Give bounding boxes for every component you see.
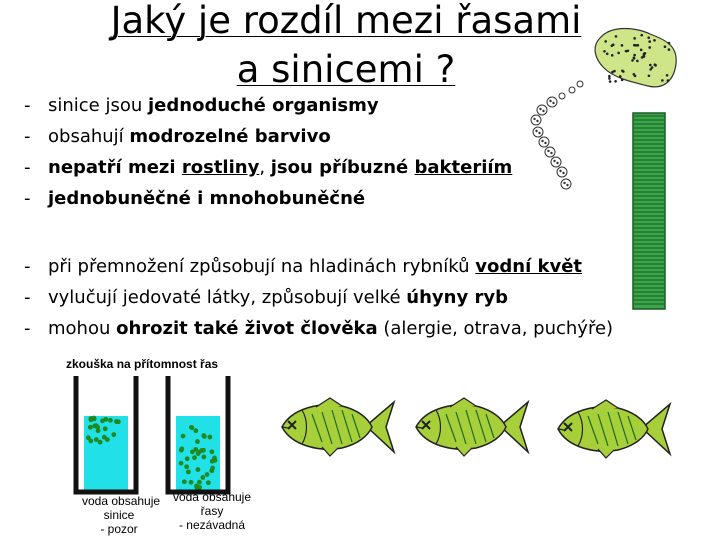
algae-dot	[179, 448, 184, 453]
colony-dot	[664, 45, 667, 48]
list-item: - sinice jsou jednoduché organismy	[24, 95, 379, 116]
algae-dot	[111, 432, 116, 437]
colony-dot	[611, 54, 614, 57]
colony-dot	[621, 79, 624, 82]
colony-dot	[667, 79, 670, 82]
fish-3	[548, 398, 674, 460]
colony-dot	[608, 75, 611, 78]
algae-dot	[108, 418, 113, 423]
colony-dot	[621, 44, 624, 47]
list-item: - obsahují modrozelné barvivo	[24, 126, 331, 147]
algae-dot	[185, 456, 190, 461]
chain-cell	[545, 147, 555, 157]
colony-dot	[666, 74, 669, 77]
colony-blob	[595, 29, 676, 87]
right-tube-caption: voda obsahuje řasy - nezávadná	[172, 490, 252, 532]
chain-cell	[577, 81, 583, 87]
algae-dot	[114, 419, 119, 424]
chain-cell	[559, 93, 565, 99]
algae-dot	[206, 480, 211, 485]
colony-dot	[648, 74, 651, 77]
colony-dot	[661, 79, 664, 82]
algae-dot	[202, 434, 207, 439]
colony-dot	[633, 37, 636, 40]
colony-dot	[603, 50, 606, 53]
colony-dot	[647, 36, 650, 39]
algae-dot	[100, 418, 105, 423]
algae-dot	[92, 424, 97, 429]
algae-dot	[196, 467, 201, 472]
colony-dot	[636, 60, 639, 63]
algae-dot	[210, 459, 215, 464]
algae-dot	[201, 455, 206, 460]
colony-dot	[668, 48, 671, 51]
list-item: - nepatří mezi rostliny, jsou příbuzné bakteriím	[24, 157, 513, 178]
colony-dot	[648, 46, 651, 49]
algae-dot	[209, 468, 214, 473]
colony-dot	[612, 43, 615, 46]
colony-dot	[649, 64, 652, 67]
filament-illustration	[632, 112, 666, 310]
colony-dot	[619, 75, 622, 78]
colony-dot	[643, 55, 646, 58]
test-heading: zkouška na přítomnost řas	[66, 357, 219, 371]
algae-dot	[181, 434, 186, 439]
colony-dot	[611, 71, 614, 74]
facts-list-1	[24, 90, 512, 214]
chain-cell	[551, 157, 561, 167]
fish-1	[272, 396, 398, 458]
algae-dot	[189, 480, 194, 485]
colony-dot	[668, 42, 671, 45]
algae-dot	[205, 472, 210, 477]
algae-dot	[102, 435, 107, 440]
chain-cell	[531, 115, 541, 125]
algae-dot	[193, 428, 198, 433]
test-tubes	[54, 376, 234, 496]
chain-cells	[531, 81, 583, 189]
algae-dot	[103, 426, 108, 431]
colony-dot	[614, 80, 617, 83]
colony-dot	[654, 63, 657, 66]
list-item: - při přemnožení způsobují na hladinách rybníků vodní květ	[24, 256, 583, 277]
facts-list-2	[24, 251, 613, 344]
colony-dot	[604, 40, 607, 43]
colony-dot	[617, 52, 620, 55]
colony-dot	[648, 40, 651, 43]
colony-dot	[625, 50, 628, 53]
algae-dot	[200, 475, 205, 480]
algae-dot	[195, 439, 200, 444]
chain-cell	[547, 97, 557, 107]
colony-dot	[608, 77, 611, 80]
algae-dot	[182, 479, 187, 484]
colony-dot	[635, 44, 638, 47]
algae-dot	[98, 440, 103, 445]
chain-cell	[557, 167, 567, 177]
chain-illustration	[522, 80, 588, 198]
algae-dot	[186, 469, 191, 474]
list-item: - vylučují jedovaté látky, způsobují velké úhyny ryb	[24, 287, 508, 308]
chain-cell	[569, 87, 575, 93]
chain-cell	[533, 127, 543, 137]
algae-dot	[89, 417, 94, 422]
algae-dot	[207, 435, 212, 440]
list-item: - mohou ohrozit také život člověka (alergie, otrava, puchýře)	[24, 318, 614, 339]
list-item: - jednobuněčné i mnohobuněčné	[24, 188, 366, 209]
algae-dot	[88, 425, 93, 430]
chain-cell	[561, 179, 571, 189]
colony-dot	[634, 75, 637, 78]
algae-dot	[184, 464, 189, 469]
colony-illustration	[592, 20, 682, 94]
colony-dot	[631, 59, 634, 62]
colony-dot	[651, 66, 654, 69]
colony-dot	[640, 49, 643, 52]
colony-dot	[640, 34, 643, 37]
left-tube-caption: voda obsahuje sinice - pozor	[82, 494, 161, 536]
algae-dot	[209, 449, 214, 454]
colony-dot	[621, 69, 624, 72]
colony-dot	[653, 39, 656, 42]
algae-dot	[190, 425, 195, 430]
left-tube	[76, 376, 136, 492]
slide-title: Jaký je rozdíl mezi řasami a sinicemi ?	[110, 0, 582, 91]
chain-cell	[539, 137, 549, 147]
algae-dot	[179, 461, 184, 466]
algae-dot	[197, 480, 202, 485]
right-tube	[168, 376, 228, 492]
colony-dot	[606, 52, 609, 55]
colony-dot	[615, 35, 618, 38]
algae-dot	[199, 448, 204, 453]
chain-cell	[537, 105, 547, 115]
fish-2	[406, 396, 532, 458]
algae-dot	[190, 449, 195, 454]
colony-dot	[633, 54, 636, 57]
algae-dot	[88, 439, 93, 444]
colony-dot	[633, 56, 636, 59]
colony-dot	[609, 80, 612, 83]
algae-dot	[192, 455, 197, 460]
